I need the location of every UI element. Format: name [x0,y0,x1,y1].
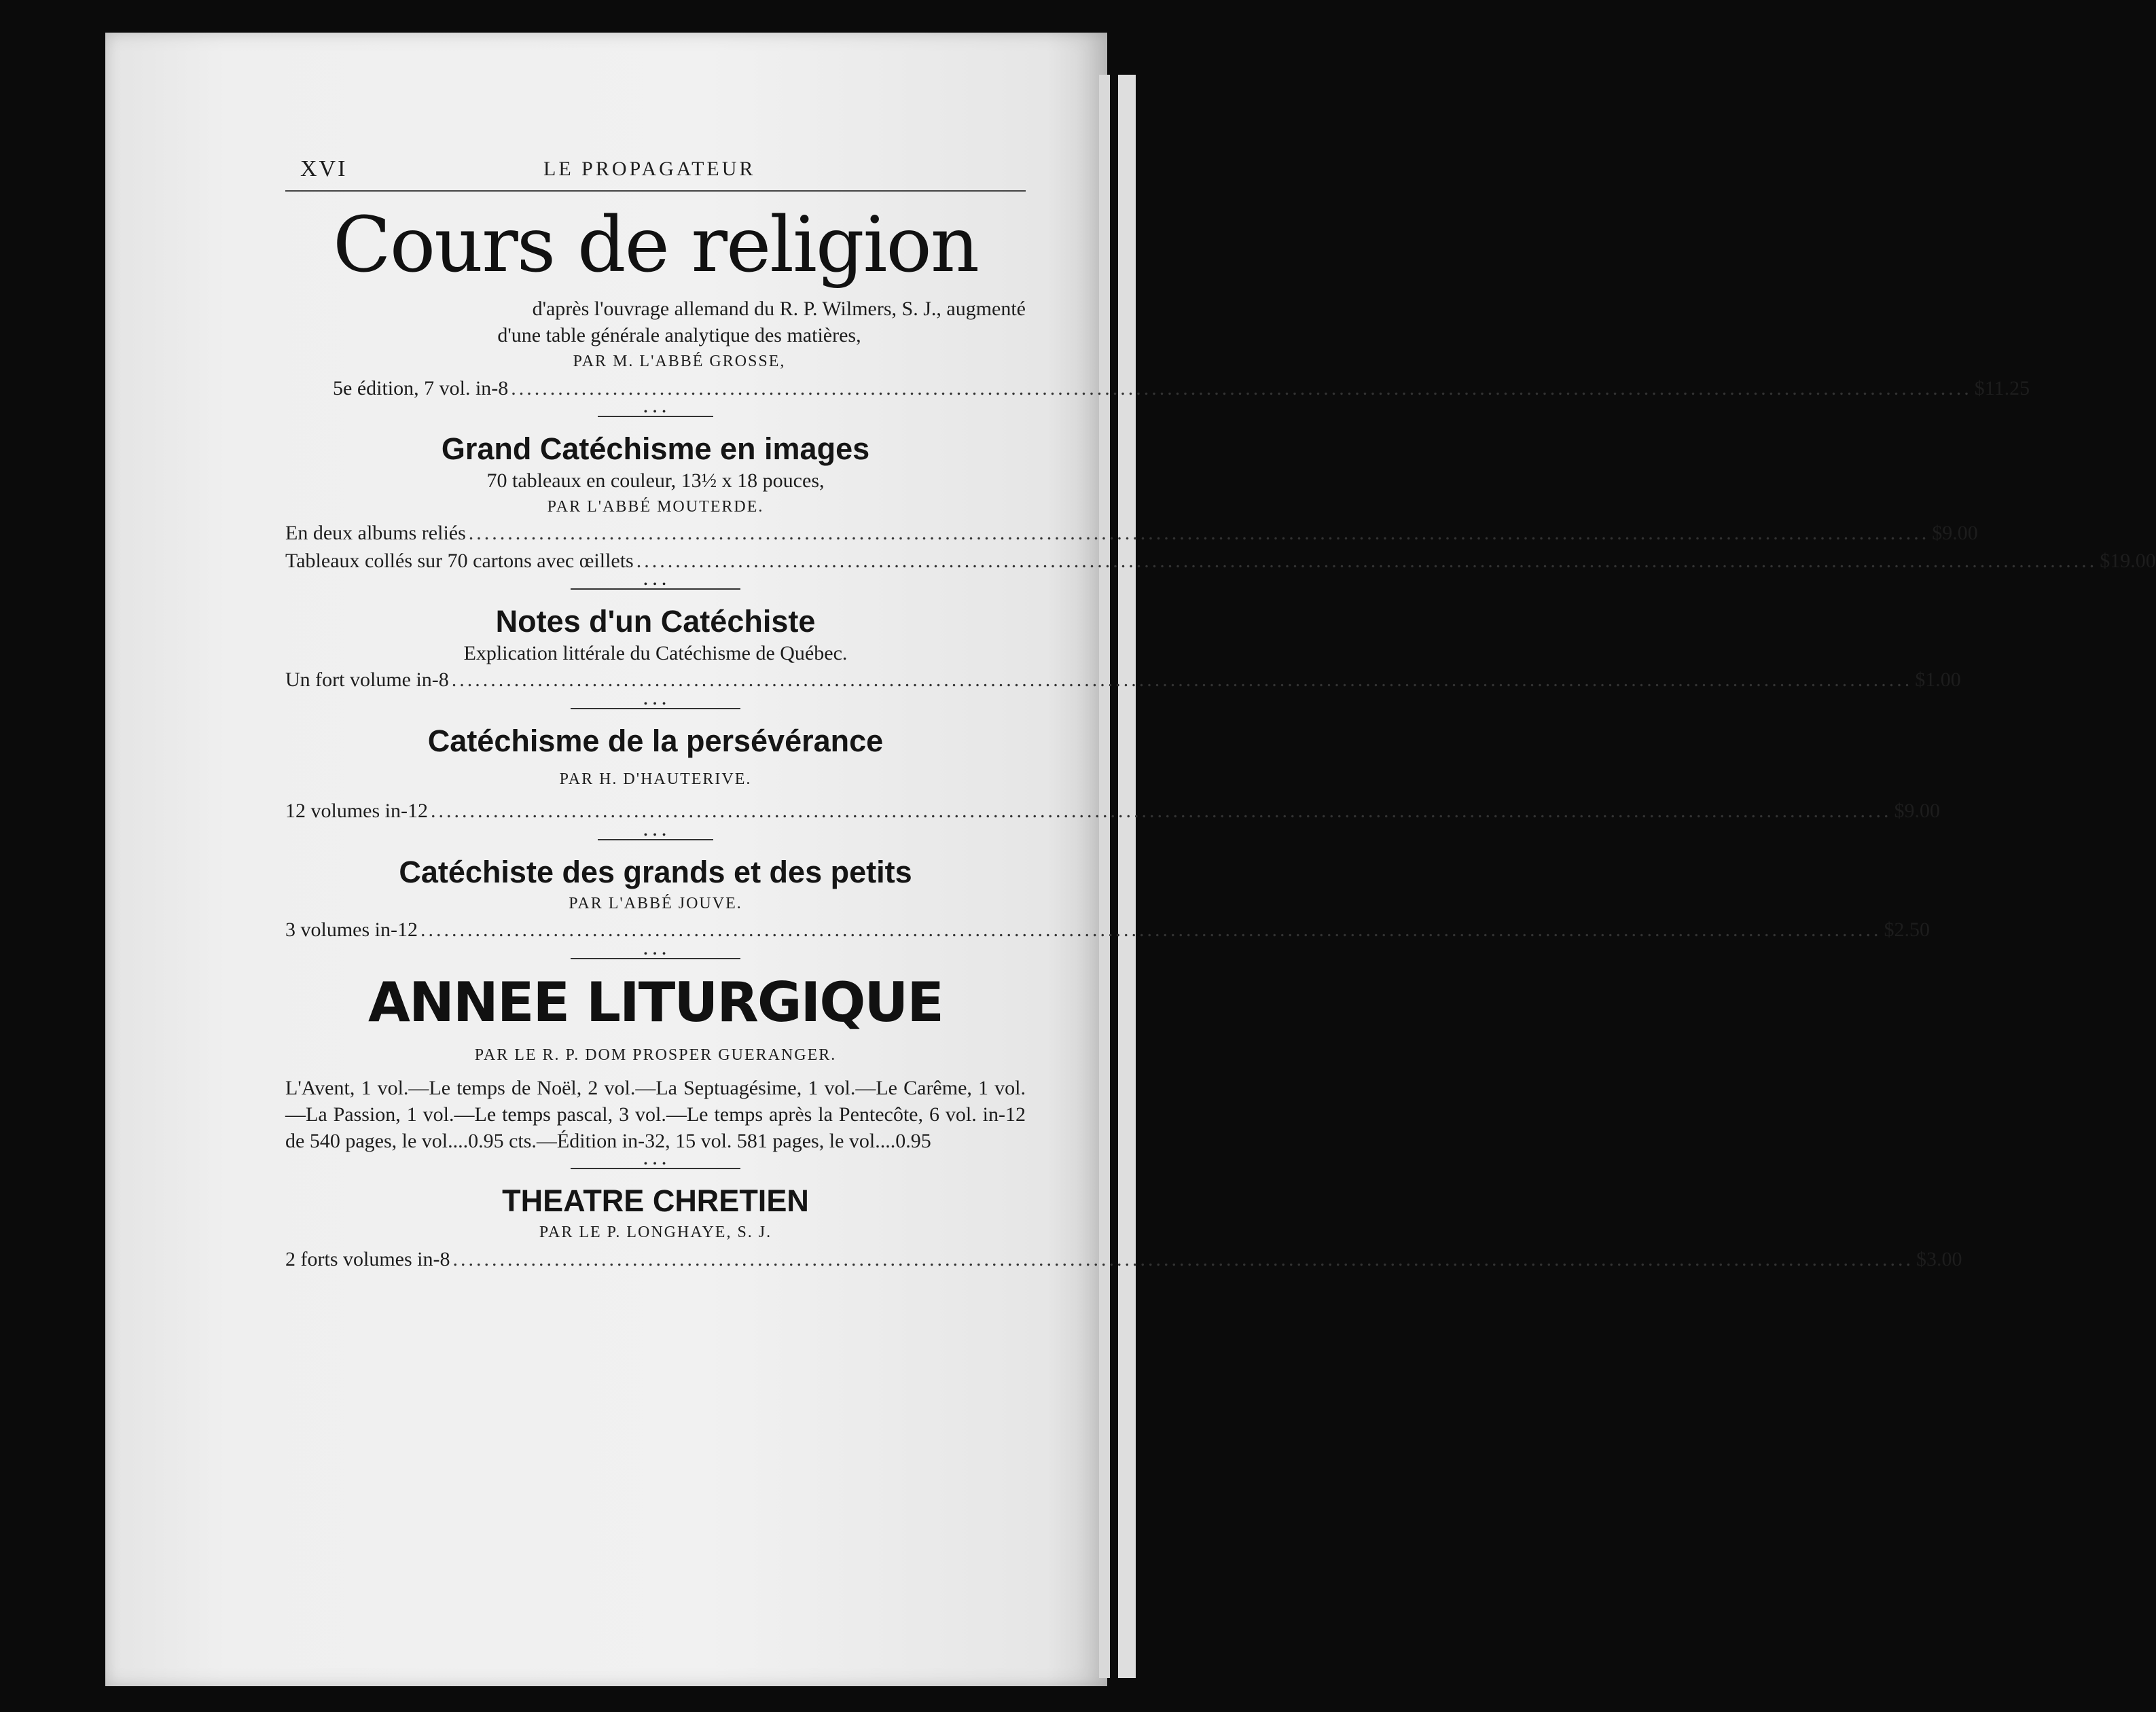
grand-section [285,431,2156,575]
cours-price-row [285,375,2030,403]
grand-title: Grand Catéchisme en images [441,431,870,467]
theatre-title: THEATRE CHRETIEN [502,1183,809,1219]
theatre-author: PAR LE P. LONGHAYE, S. J. [539,1224,772,1242]
notes-section [285,603,1961,694]
cours-price-label: 5e édition, 7 vol. in-8 [333,376,509,399]
notes-title: Notes d'un Catéchiste [495,604,816,639]
catechiste-price-label: 3 volumes in-12 [285,919,418,942]
grand-price-label-2: Tableaux collés sur 70 cartons avec œillets [285,549,634,572]
theatre-section [285,1183,1962,1273]
grand-price-row-1 [285,520,1978,548]
notes-price-label: Un fort volume in-8 [285,668,449,692]
leader-dots: ........................................................................................................................................................................................... [636,549,2098,572]
adjacent-page-edge [1118,75,1136,1678]
running-title: LE PROPAGATEUR [543,158,756,180]
grand-price-2: $19.00 [2100,549,2156,572]
notes-desc: Explication littérale du Catéchisme de Québec. [463,642,848,665]
annee-title: ANNEE LITURGIQUE [368,970,943,1034]
grand-price-1: $9.00 [1932,522,1978,545]
cours-price: $11.25 [1974,376,2030,399]
catechiste-title: Catéchiste des grands et des petits [399,854,912,889]
grand-author: PAR L'ABBÉ MOUTERDE. [547,498,764,516]
theatre-price-label: 2 forts volumes in-8 [285,1247,450,1270]
cours-desc-1: d'après l'ouvrage allemand du R. P. Wilmers, S. J., augmenté [532,298,1026,321]
notes-price: $1.00 [1915,668,1961,692]
leader-dots: ........................................................................................................................................................................................... [420,919,1882,942]
page-number: XVI [300,156,348,181]
leader-dots: ........................................................................................................................................................................................... [468,522,1930,545]
ornament-divider [571,954,740,963]
grand-price-label-1: En deux albums reliés [285,522,466,545]
cours-section [285,201,2030,402]
page-content [285,143,2156,1273]
ornament-divider [598,835,713,844]
ornament-divider [598,412,713,421]
leader-dots: ........................................................................................................................................................................................... [511,376,1972,399]
cours-author: PAR M. L'ABBÉ GROSSE, [573,353,786,371]
perseverance-price-row [285,798,1940,825]
ornament-divider [571,584,740,594]
perseverance-section [285,723,1940,825]
catechiste-price-row [285,916,1930,944]
annee-paragraph: L'Avent, 1 vol.—Le temps de Noël, 2 vol.—La Septuagésime, 1 vol.—Le Carême, 1 vol.—La Passion, 1 vol.—Le temps pascal, 3 vol.—Le temps après la Pentecôte, 6 vol. in-12 de 540 pages, le vol....0.95 cts.—Édition in-32, 15 vol. 581 pages, le vol....0.95 [285,1077,1026,1153]
grand-price-row-2 [285,548,2156,575]
theatre-price-row [285,1246,1962,1274]
perseverance-title: Catéchisme de la persévérance [427,723,884,758]
perseverance-price: $9.00 [1894,800,1940,823]
ornament-divider [571,704,740,713]
annee-section [285,970,1026,1154]
theatre-price: $3.00 [1916,1247,1962,1270]
page-edge [1099,75,1110,1678]
catechiste-author: PAR L'ABBÉ JOUVE. [569,894,742,912]
catechiste-price: $2.50 [1884,919,1930,942]
cours-title: Cours de religion [333,201,978,289]
leader-dots: ........................................................................................................................................................................................... [451,668,1913,692]
perseverance-price-label: 12 volumes in-12 [285,800,428,823]
running-header [285,143,1026,192]
notes-price-row [285,666,1961,694]
ornament-divider [571,1164,740,1173]
leader-dots: ........................................................................................................................................................................................... [452,1247,1914,1270]
grand-desc: 70 tableaux en couleur, 13½ x 18 pouces, [486,469,825,493]
leader-dots: ........................................................................................................................................................................................... [431,800,1892,823]
annee-author: PAR LE R. P. DOM PROSPER GUERANGER. [474,1046,837,1064]
cours-desc-2: d'une table générale analytique des matières, [497,324,861,347]
perseverance-author: PAR H. D'HAUTERIVE. [559,770,752,788]
catechiste-section [285,854,1930,944]
